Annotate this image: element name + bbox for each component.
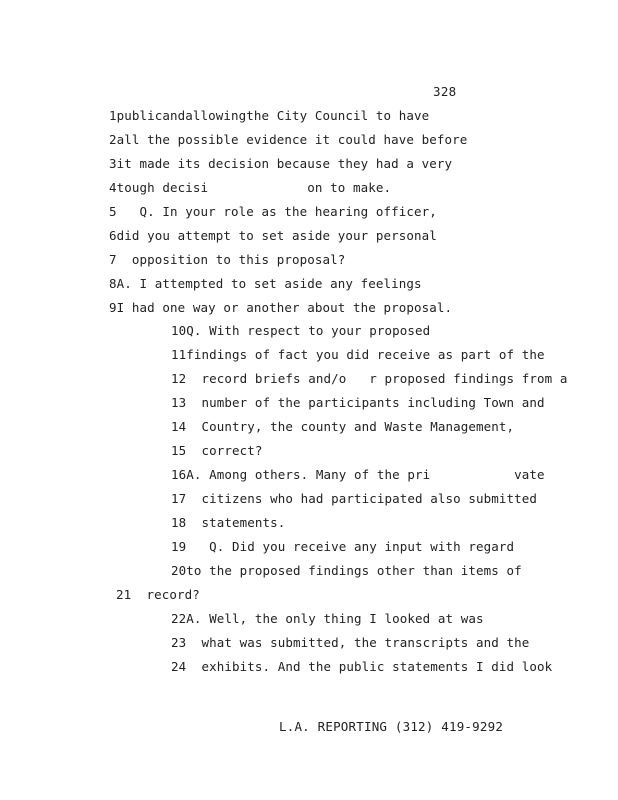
transcript-line-9: 9I had one way or another about the proposal.	[109, 300, 453, 315]
transcript-line-12: 12 record briefs and/o r proposed findings from a	[171, 371, 568, 386]
reporter-footer: L.A. REPORTING (312) 419-9292	[279, 719, 504, 734]
transcript-line-4: 4tough decisi on to make.	[109, 180, 392, 195]
transcript-line-17: 17 citizens who had participated also submitted	[171, 491, 538, 506]
transcript-line-5: 5 Q. In your role as the hearing officer,	[109, 204, 437, 219]
transcript-line-3: 3it made its decision because they had a very	[109, 156, 453, 171]
transcript-line-19: 19 Q. Did you receive any input with regard	[171, 539, 515, 554]
transcript-line-13: 13 number of the participants including Town and	[171, 395, 545, 410]
transcript-line-2: 2all the possible evidence it could have before	[109, 132, 468, 147]
transcript-line-16: 16A. Among others. Many of the pri vate	[171, 467, 545, 482]
transcript-line-23: 23 what was submitted, the transcripts and the	[171, 635, 530, 650]
transcript-line-6: 6did you attempt to set aside your personal	[109, 228, 437, 243]
page-number: 328	[433, 84, 457, 99]
transcript-line-11: 11findings of fact you did receive as part of the	[171, 347, 545, 362]
transcript-line-1: 1publicandallowingthe City Council to have	[109, 108, 430, 123]
transcript-line-7: 7 opposition to this proposal?	[109, 252, 346, 267]
transcript-line-20: 20to the proposed findings other than items of	[171, 563, 522, 578]
transcript-line-10: 10Q. With respect to your proposed	[171, 323, 431, 338]
transcript-line-21: 21 record?	[116, 587, 200, 602]
transcript-line-15: 15 correct?	[171, 443, 263, 458]
transcript-line-18: 18 statements.	[171, 515, 286, 530]
transcript-line-24: 24 exhibits. And the public statements I did look	[171, 659, 553, 674]
transcript-line-8: 8A. I attempted to set aside any feelings	[109, 276, 422, 291]
transcript-line-22: 22A. Well, the only thing I looked at was	[171, 611, 484, 626]
transcript-line-14: 14 Country, the county and Waste Management,	[171, 419, 515, 434]
